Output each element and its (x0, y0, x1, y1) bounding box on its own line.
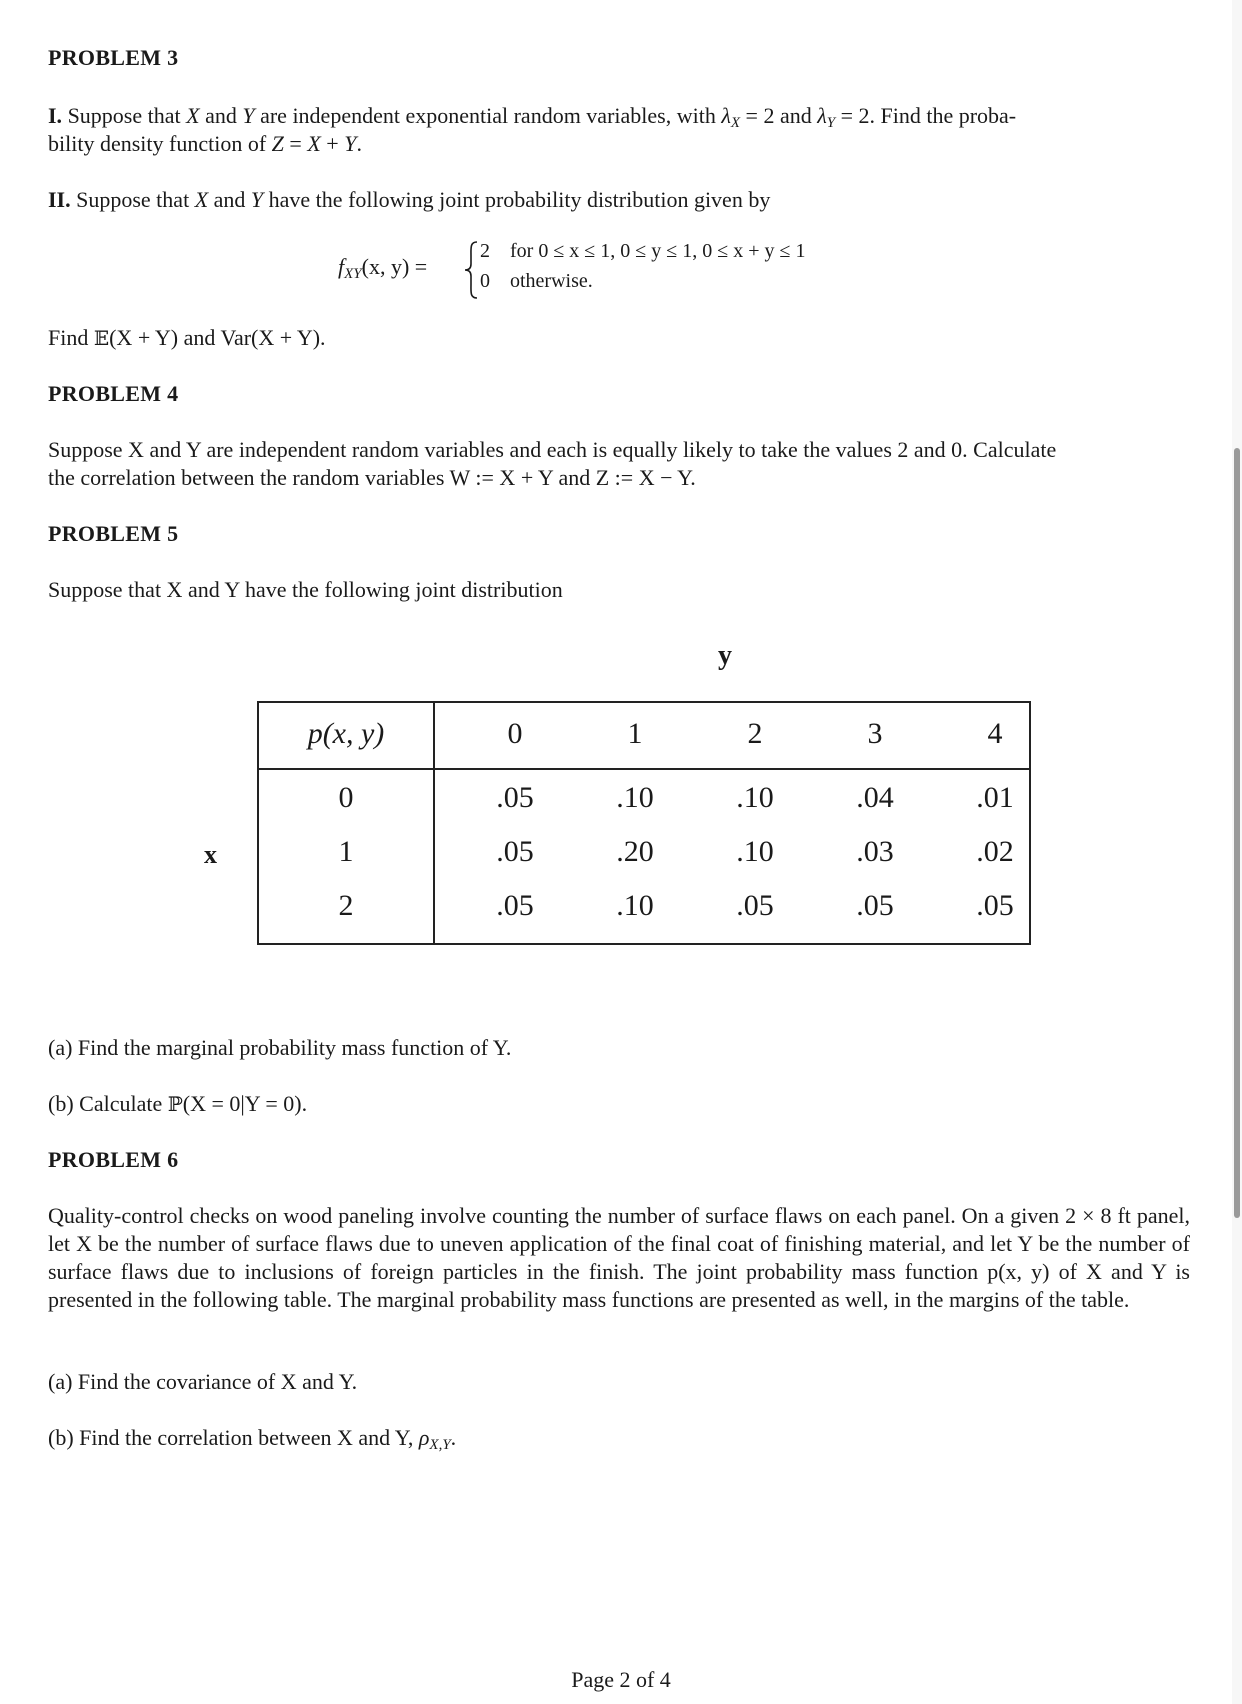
problem-5-question-a: (a) Find the marginal probability mass function of Y. (48, 1035, 512, 1060)
table-cell: .03 (856, 835, 894, 868)
problem-6-paragraph: Quality-control checks on wood paneling involve counting the number of surface flaws on each panel. On a given 2 × 8 ft panel, let X be the number of surface flaws due to uneven application of the final coat of finishing material, and let Y be the number of surface flaws due to inclusions of foreign particles in the finish. The joint probability mass function p(x, y) of X and Y is presented in the following table. The marginal probability mass functions are presented as well, in the margins of the table. (48, 1203, 1190, 1312)
table-cell: .10 (736, 835, 774, 868)
problem-6-question-b: (b) Find the correlation between X and Y, $\rho_{X,Y}$. (48, 1425, 457, 1453)
joint-distribution-table (257, 701, 1031, 945)
table-x-header: 2 (338, 889, 354, 922)
table-y-header: 0 (507, 717, 523, 750)
problem-5-question-b: (b) Calculate ℙ(X = 0|Y = 0). (48, 1091, 308, 1116)
table-cell: .10 (616, 781, 654, 814)
problem-5-heading: PROBLEM 5 (48, 521, 179, 546)
left-brace-icon (462, 240, 480, 300)
table-cell: .05 (976, 889, 1014, 922)
table-horizontal-rule (259, 768, 1029, 770)
table-vertical-rule (433, 703, 435, 943)
problem-3-part-2: II. Suppose that X and Y have the following joint probability distribution given by (48, 187, 771, 212)
table-x-header: 1 (338, 835, 354, 868)
problem-3-find: Find 𝔼(X + Y) and Var(X + Y). (48, 325, 326, 350)
page-footer: Page 2 of 4 (571, 1667, 671, 1692)
formula-case-2: 0 otherwise. (480, 270, 593, 292)
problem-5-intro: Suppose that X and Y have the following joint distribution (48, 577, 563, 602)
table-cell: .05 (496, 835, 534, 868)
table-y-header: 3 (867, 717, 883, 750)
table-x-label: x (204, 840, 217, 869)
table-cell: .05 (496, 889, 534, 922)
table-cell: .04 (856, 781, 894, 814)
table-cell: .05 (736, 889, 774, 922)
table-cell: .20 (616, 835, 654, 868)
table-y-header: 1 (627, 717, 643, 750)
table-cell: .05 (856, 889, 894, 922)
problem-3-part-1: I. Suppose that X and Y are independent exponential random variables, with $\lambda_X = 2$ and $\lambda_Y = 2$. Find the proba- (48, 103, 1017, 131)
table-corner-label: p(x, y) (307, 717, 385, 750)
joint-density-formula (338, 236, 958, 306)
problem-3-heading: PROBLEM 3 (48, 45, 179, 70)
table-y-label: y (718, 640, 732, 671)
table-cell: .01 (976, 781, 1014, 814)
formula-case-1: 2 for 0 ≤ x ≤ 1, 0 ≤ y ≤ 1, 0 ≤ x + y ≤ 1 (480, 240, 806, 262)
problem-4-text-line-1: Suppose X and Y are independent random variables and each is equally likely to take the values 2 and 0. Calculate (48, 437, 1057, 462)
table-cell: .10 (616, 889, 654, 922)
table-y-header: 2 (747, 717, 763, 750)
table-x-header: 0 (338, 781, 354, 814)
table-cell: .05 (496, 781, 534, 814)
table-cell: .10 (736, 781, 774, 814)
formula-lhs: $f_{XY}(x$, y) = (338, 254, 428, 282)
problem-4-text-line-2: the correlation between the random variables W := X + Y and Z := X − Y. (48, 465, 696, 490)
problem-3-part-1-cont: bility density function of Z = X + Y. (48, 131, 362, 156)
problem-6-question-a: (a) Find the covariance of X and Y. (48, 1369, 358, 1394)
table-cell: .02 (976, 835, 1014, 868)
problem-4-heading: PROBLEM 4 (48, 381, 179, 406)
problem-6-heading: PROBLEM 6 (48, 1147, 179, 1172)
scrollbar-track[interactable] (1232, 0, 1242, 1704)
table-y-header: 4 (987, 717, 1003, 750)
scrollbar-thumb[interactable] (1234, 448, 1240, 1218)
